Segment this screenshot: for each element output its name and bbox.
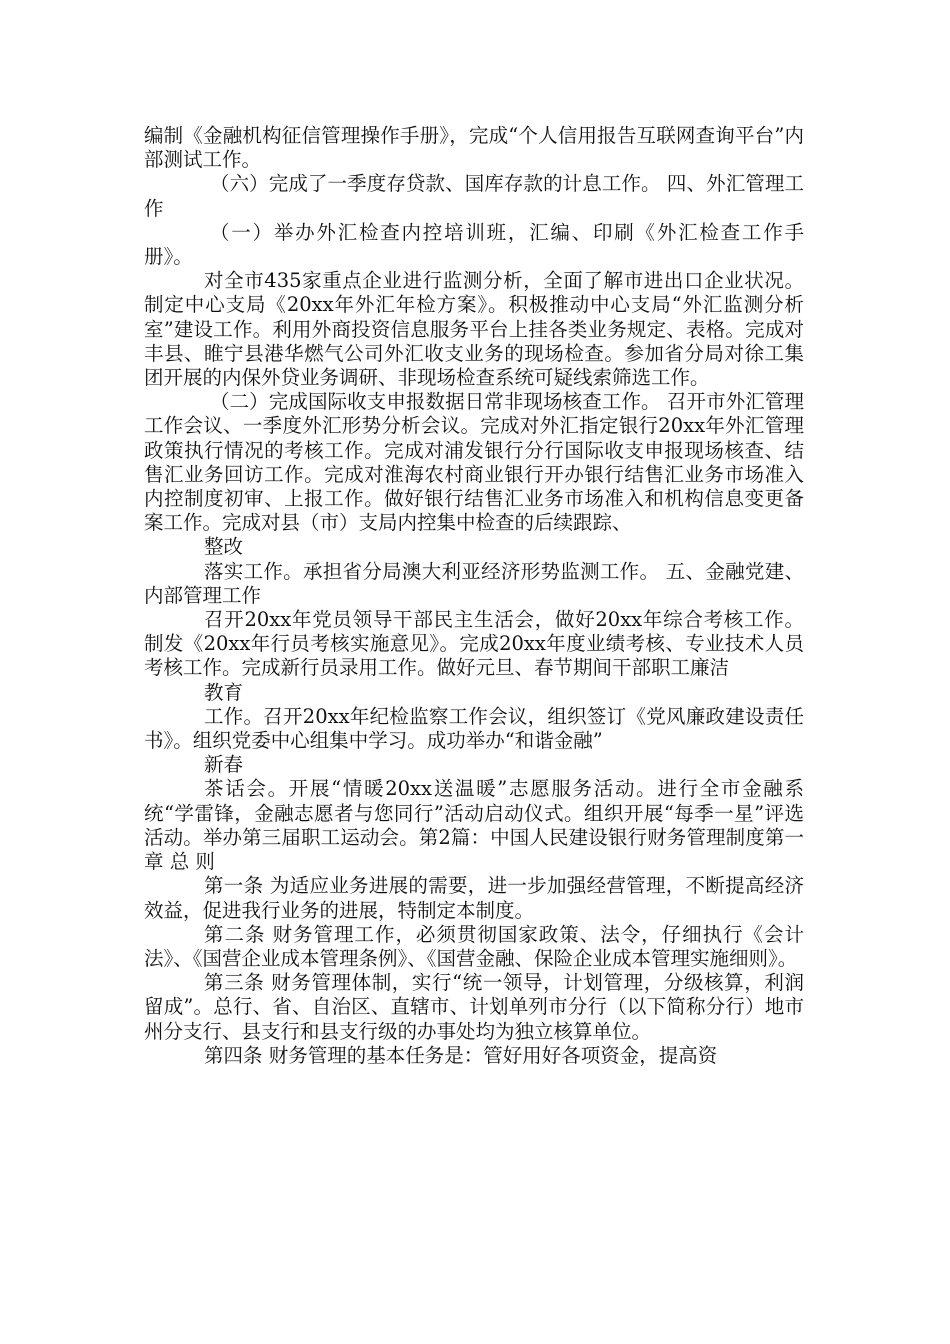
paragraph-6: 整改 <box>204 535 244 559</box>
paragraph-8: 召开20xx年党员领导干部民主生活会，做好20xx年综合考核工作。制发《20xx年行员考核实施意见》。完成20xx年度业绩考核、专业技术人员考核工作。完成新行员录用工作。做好元旦、春节期间干部职工廉洁 <box>144 608 804 680</box>
paragraph-9: 教育 <box>204 680 244 704</box>
paragraph-5: （二）完成国际收支申报数据日常非现场核查工作。 召开市外汇管理工作会议、一季度外汇形势分析会议。完成对外汇指定银行20xx年外汇管理政策执行情况的考核工作。完成对浦发银行分行国际收支申报现场核查、结售汇业务回访工作。完成对淮海农村商业银行开办银行结售汇业务市场准入内控制度初审、上报工作。做好银行结售汇业务市场准入和机构信息变更备案工作。完成对县（市）支局内控集中检查的后续跟踪、 <box>144 390 804 535</box>
paragraph-7: 落实工作。承担省分局澳大利亚经济形势监测工作。 五、金融党建、内部管理工作 <box>144 559 804 607</box>
paragraph-13: 第一条 为适应业务进展的需要，进一步加强经营管理，不断提高经济效益，促进我行业务的进展，特制定本制度。 <box>144 874 804 922</box>
paragraph-3: （一）举办外汇检查内控培训班，汇编、印刷《外汇检查工作手册》。 <box>144 220 804 269</box>
paragraph-11: 新春 <box>204 753 244 777</box>
paragraph-16: 第四条 财务管理的基本任务是：管好用好各项资金，提高资 <box>204 1043 718 1067</box>
paragraph-14: 第二条 财务管理工作，必须贯彻国家政策、法令，仔细执行《会计法》、《国营企业成本管理条例》、《国营金融、保险企业成本管理实施细则》。 <box>144 922 804 970</box>
document-body <box>144 124 804 1068</box>
paragraph-10: 工作。召开20xx年纪检监察工作会议，组织签订《党风廉政建设责任书》。组织党委中心组集中学习。成功举办“和谐金融” <box>144 704 804 753</box>
paragraph-4: 对全市435家重点企业进行监测分析，全面了解市进出口企业状况。制定中心支局《20xx年外汇年检方案》。积极推动中心支局“外汇监测分析室”建设工作。利用外商投资信息服务平台上挂各类业务规定、表格。完成对丰县、睢宁县港华燃气公司外汇收支业务的现场检查。参加省分局对徐工集团开展的内保外贷业务调研、非现场检查系统可疑线索筛选工作。 <box>144 269 804 390</box>
paragraph-1: 编制《金融机构征信管理操作手册》，完成“个人信用报告互联网查询平台”内部测试工作。 <box>144 124 804 172</box>
paragraph-15: 第三条 财务管理体制，实行“统一领导，计划管理，分级核算，利润留成”。总行、省、自治区、直辖市、计划单列市分行（以下简称分行）地市州分支行、县支行和县支行级的办事处均为独立核算单位。 <box>144 971 804 1043</box>
paragraph-2: （六）完成了一季度存贷款、国库存款的计息工作。 四、外汇管理工作 <box>144 172 804 220</box>
paragraph-12: 茶话会。开展“情暖20xx送温暖”志愿服务活动。进行全市金融系统“学雷锋，金融志愿者与您同行”活动启动仪式。组织开展“每季一星”评选活动。举办第三届职工运动会。第2篇：中国人民建设银行财务管理制度第一章 总 则 <box>144 777 804 874</box>
